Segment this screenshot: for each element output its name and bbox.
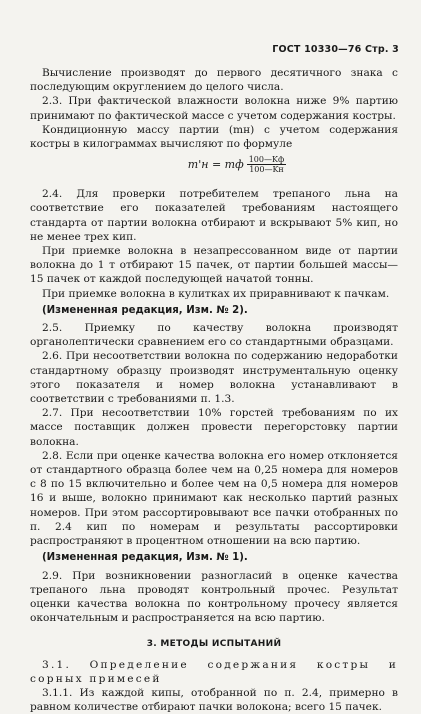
paragraph: 2.7. При несоответствии 10% горстей требованиям по их массе поставщик должен провести перегорстовку партии волокна.	[30, 407, 398, 448]
paragraph: 2.5. Приемку по качеству волокна производят органолептически сравнением его со стандартными образцами.	[30, 322, 398, 349]
formula	[76, 155, 398, 181]
formula-denominator: 100—Kн	[249, 165, 284, 175]
paragraph: 2.8. Если при оценке качества волокна его номер отклоняется от стандартного образца более чем на 0,25 номера для номеров с 8 по 15 включительно и более чем на 0,5 номера для номеров 16 и выше, волокно принимают как несколько партий разных номеров. При этом рассортировывают все пачки отобранных по п. 2.4 кип по номерам и результаты рассортировки распространяют в процентном отношении на всю партию.	[30, 449, 398, 548]
section-title: 3. МЕТОДЫ ИСПЫТАНИЙ	[146, 639, 282, 650]
amendment-note: (Измененная редакция, Изм. № 1).	[42, 552, 248, 564]
document-body	[30, 66, 398, 714]
paragraph: 2.4. Для проверки потребителем трепаного льна на соответствие его показателей требованиям настоящего стандарта от партии волокна отбирают и вскрывают 5% кип, но не менее трех кип.	[30, 188, 398, 243]
paragraph: 2.3. При фактической влажности волокна ниже 9% партию принимают по фактической массе с учетом содержания костры.	[30, 95, 398, 122]
subsection-title: 3.1. Определение содержания костры и сорных примесей	[30, 658, 398, 685]
paragraph: 3.1.1. Из каждой кипы, отобранной по п. 2.4, примерно в равном количестве отбирают пачки волокона; всего 15 пачек.	[30, 686, 398, 714]
paragraph: 2.6. При несоответствии волокна по содержанию недоработки стандартному образцу производят инструментальную оценку этого показателя и номер волокна устанавливают в соответствии с требованиями п. 1.3.	[30, 350, 398, 406]
formula-numerator: 100—Kф	[248, 155, 285, 165]
amendment-note: (Измененная редакция, Изм. № 2).	[42, 304, 248, 316]
formula-fraction	[247, 155, 287, 174]
paragraph: При приемке волокна в кулитках их приравнивают к пачкам.	[42, 287, 390, 300]
paragraph: Вычисление производят до первого десятичного знака с последующим округлением до целого числа.	[30, 67, 398, 94]
paragraph: 2.9. При возникновении разногласий в оценке качества трепаного льна проводят контрольный прочес. Результат оценки качества волокна по контрольному прочесу является окончательным и распространяется на всю партию.	[30, 569, 398, 625]
paragraph: При приемке волокна в незапрессованном виде от партии волокна до 1 т отбирают 15 пачек, от партии большей массы—15 пачек от каждой последующей начатой тонны.	[30, 245, 398, 286]
paragraph: Кондиционную массу партии (mн) с учетом содержания костры в килограммах вычисляют по формуле	[30, 123, 398, 151]
formula-lhs: m'н = mф	[187, 157, 244, 171]
page-header: ГОСТ 10330—76 Стр. 3	[272, 44, 399, 55]
